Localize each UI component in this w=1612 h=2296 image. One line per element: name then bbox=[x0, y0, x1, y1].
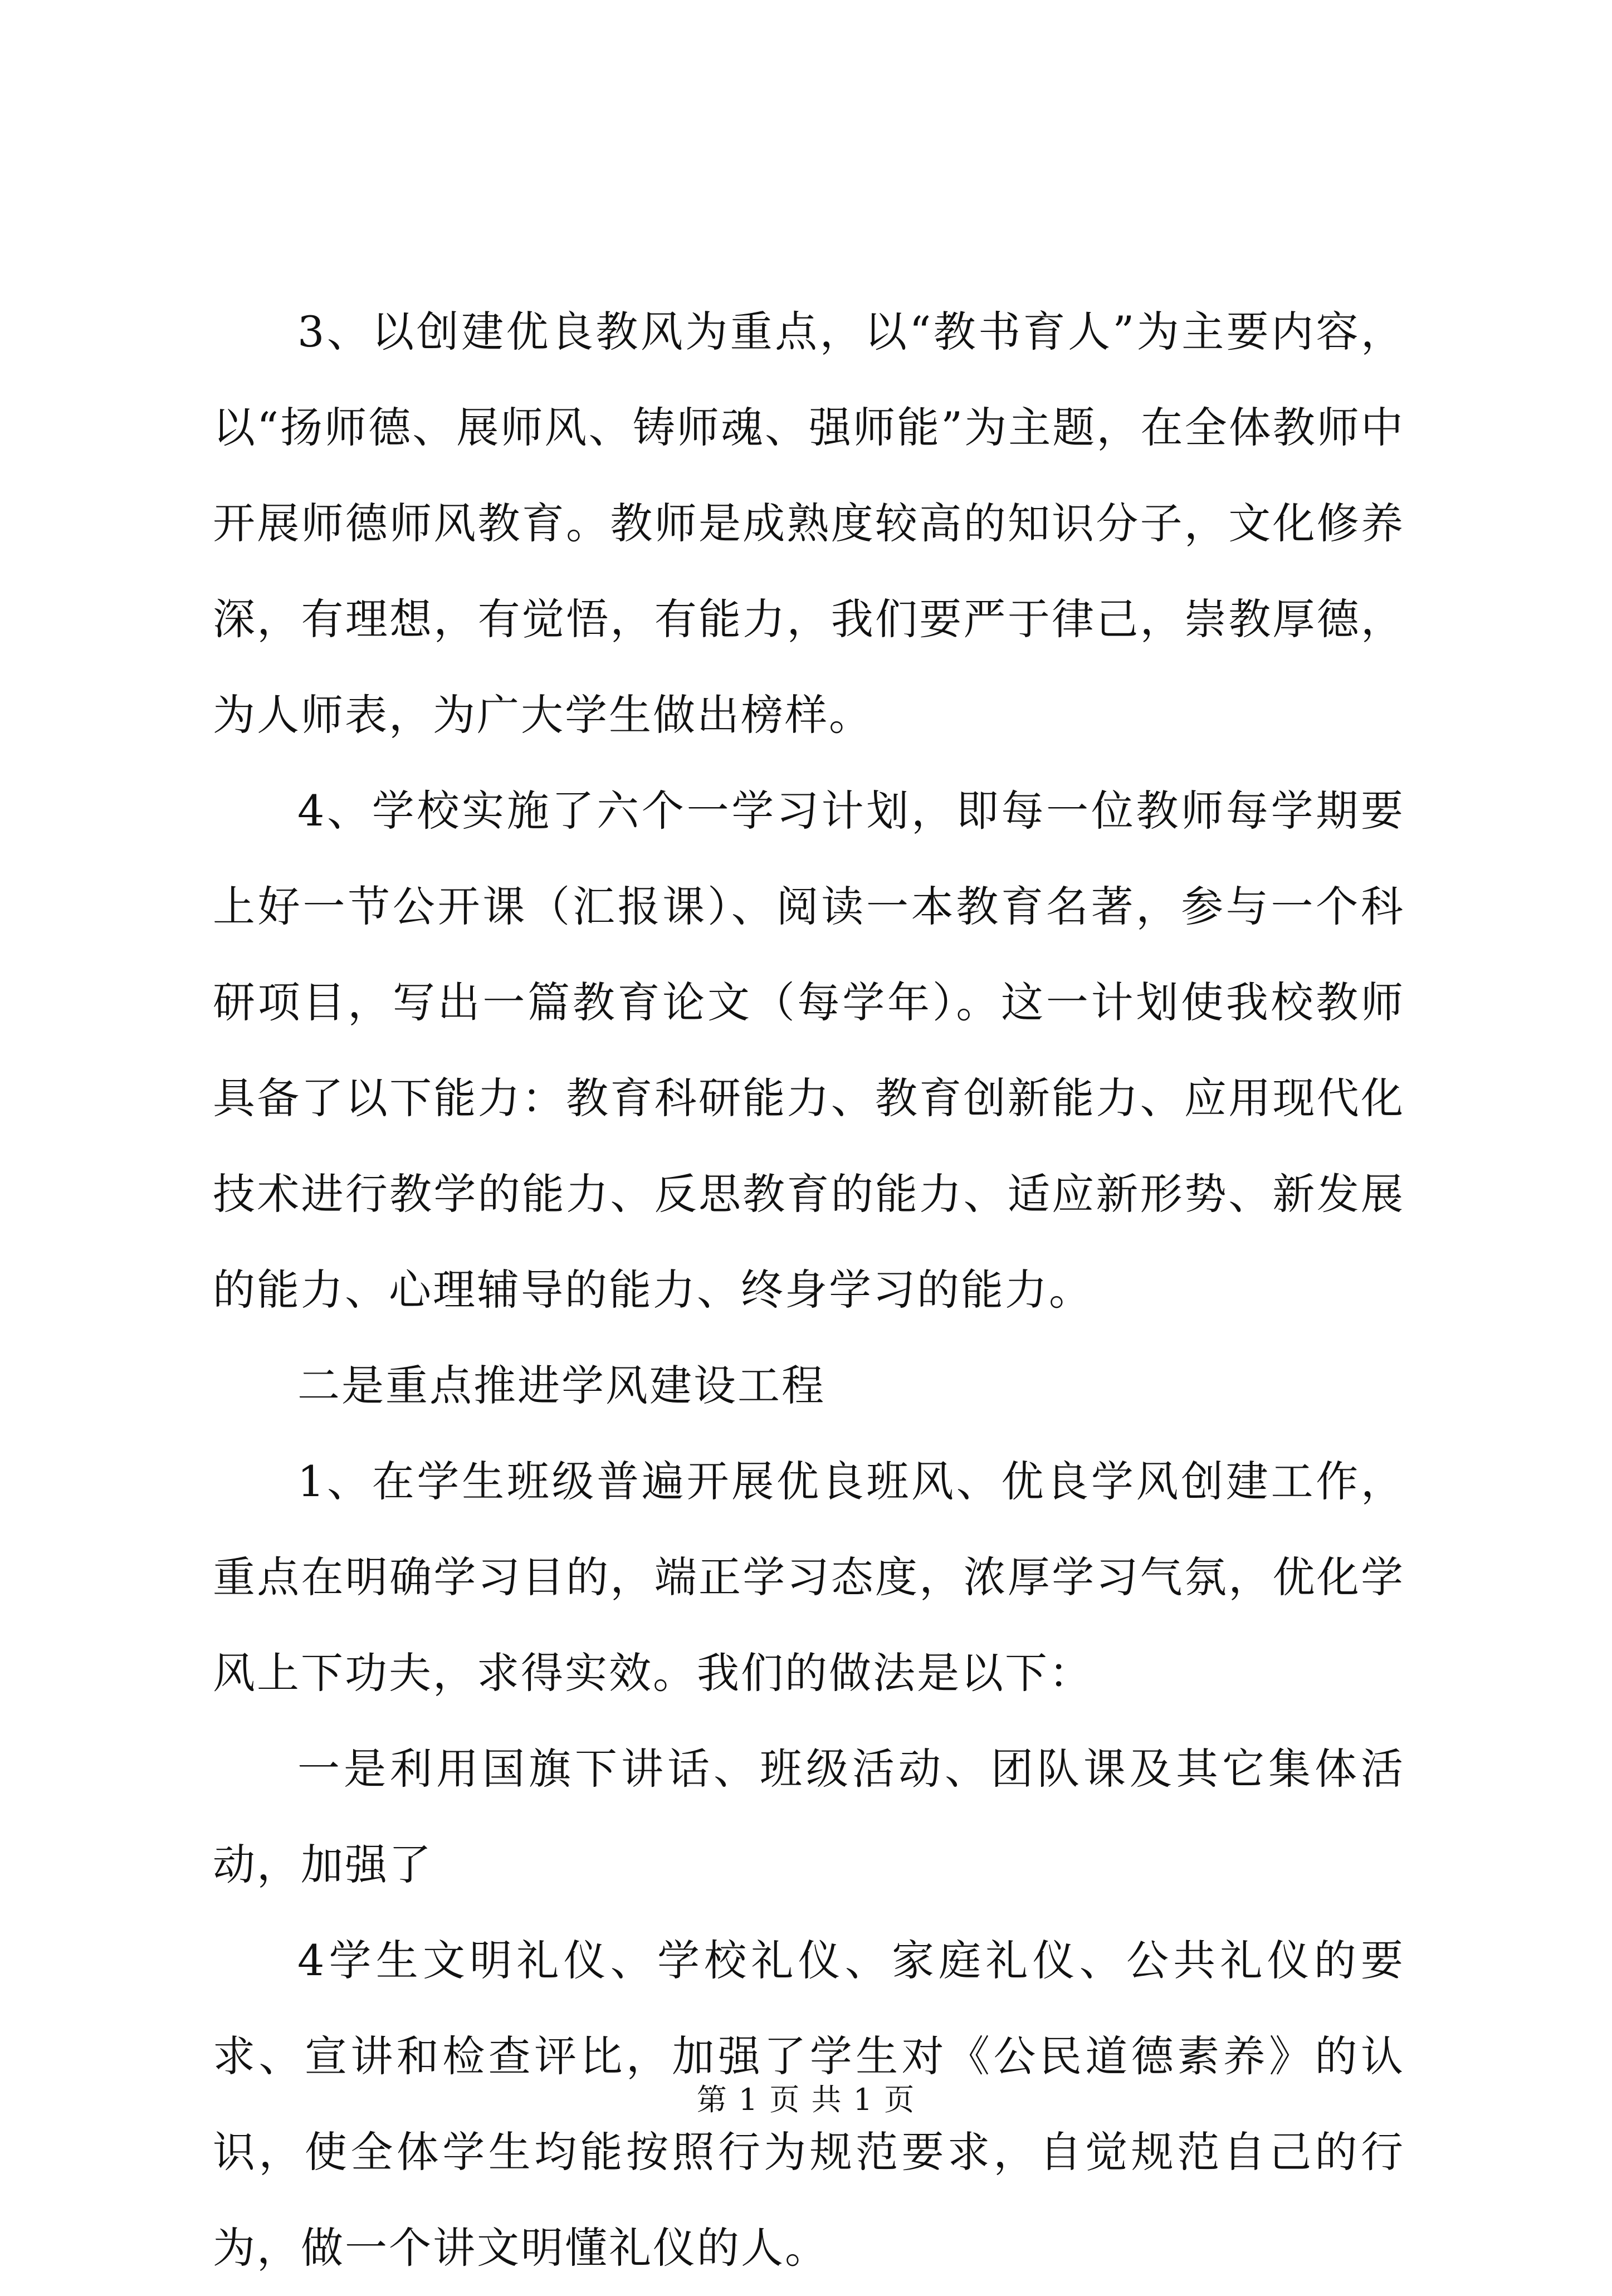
paragraph-six-one-plan: 4、学校实施了六个一学习计划，即每一位教师每学期要上好一节公开课（汇报课）、阅读一本教育名著，参与一个科研项目，写出一篇教育论文（每学年）。这一计划使我校教师具备了以下能力：教育科研能力、教育创新能力、应用现代化技术进行教学的能力、反思教育的能力、适应新形势、新发展的能力、心理辅导的能力、终身学习的能力。 bbox=[213, 786, 1405, 1315]
section-heading-study-style: 二是重点推进学风建设工程 bbox=[297, 1361, 825, 1410]
document-body bbox=[213, 284, 1405, 2296]
page-footer: 第 1 页 共 1 页 bbox=[696, 2082, 916, 2117]
paragraph-etiquette: 4学生文明礼仪、学校礼仪、家庭礼仪、公共礼仪的要求、宣讲和检查评比，加强了学生对《公民道德素养》的认识，使全体学生均能按照行为规范要求，自觉规范自己的行为，做一个讲文明懂礼仪的人。 bbox=[213, 1936, 1405, 2273]
paragraph-flag-speech: 一是利用国旗下讲话、班级活动、团队课及其它集体活动，加强了 bbox=[213, 1744, 1405, 1889]
paragraph-teaching-style: 3、以创建优良教风为重点，以“教书育人”为主要内容，以“扬师德、展师风、铸师魂、强师能”为主题，在全体教师中开展师德师风教育。教师是成熟度较高的知识分子，文化修养深，有理想，有觉悟，有能力，我们要严于律己，崇教厚德，为人师表，为广大学生做出榜样。 bbox=[213, 307, 1405, 740]
paragraph-class-style: 1、在学生班级普遍开展优良班风、优良学风创建工作，重点在明确学习目的，端正学习态度，浓厚学习气氛，优化学风上下功夫，求得实效。我们的做法是以下： bbox=[213, 1457, 1405, 1698]
